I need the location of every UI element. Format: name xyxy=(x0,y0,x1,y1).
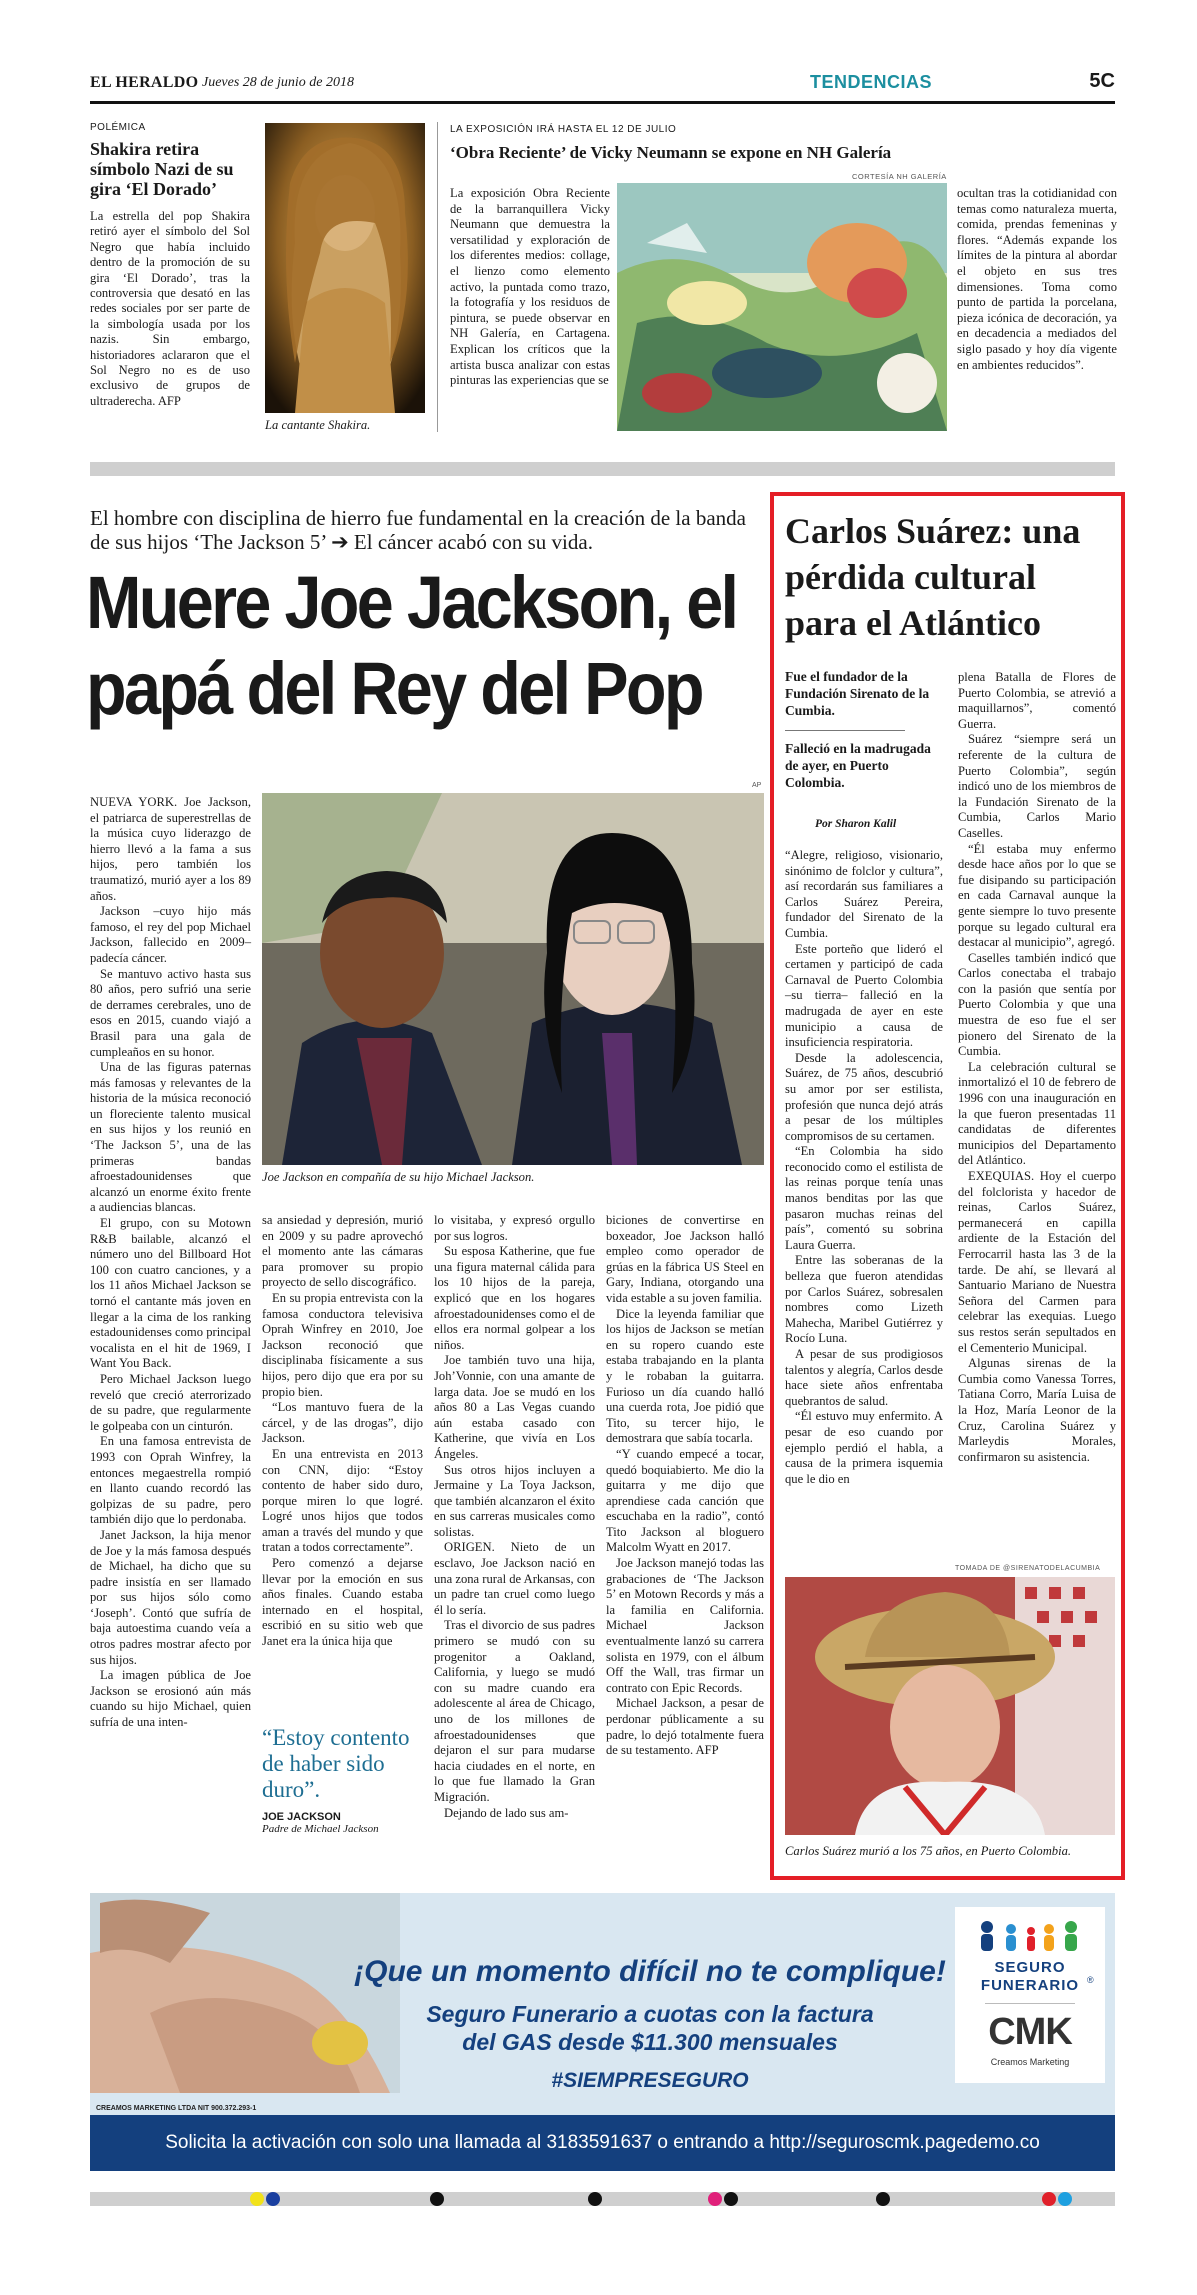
suarez-photo xyxy=(785,1577,1115,1835)
jackson-col3-p: Joe también tuvo una hija, Joh’Vonnie, con una amante de larga data. Joe se mudó en los años 80 a Las Vegas cuando aún estaba casado con Katherine, que vivía en Los Ángeles. xyxy=(434,1353,595,1461)
jackson-col2-p: “Los mantuvo fuera de la cárcel, y de las drogas”, dijo Jackson. xyxy=(262,1400,423,1446)
section-name: TENDENCIAS xyxy=(810,72,933,92)
suarez-col1-p: A pesar de sus prodigiosos talentos y alegría, Carlos desde hace siete años enfrentaba quebrantos de salud. xyxy=(785,1347,943,1408)
jackson-col1-p: Jackson –cuyo hijo más famoso, el rey del pop Michael Jackson, fallecido en 2009–padecía cáncer. xyxy=(90,904,251,965)
vicky-painting xyxy=(617,183,947,431)
suarez-photo-credit: TOMADA DE @SIRENATODELACUMBIA xyxy=(955,1565,1101,1572)
jackson-col1-p: En una famosa entrevista de 1993 con Oprah Winfrey, la entonces megaestrella rompió en llanto cuando recordó las golpizas de su padre, pero también dijo que lo perdonaba. xyxy=(90,1434,251,1527)
reg-dot xyxy=(266,2192,280,2206)
reg-dot xyxy=(250,2192,264,2206)
jackson-col4-p: “Y cuando empecé a tocar, quedó boquiabierto. Me dio la guitarra y me dijo que aprendiese cada canción que escuchaba en la radio”, contó Tito Jackson al bloguero Malcolm Wyatt en 2017. xyxy=(606,1446,764,1555)
vicky-kicker: LA EXPOSICIÓN IRÁ HASTA EL 12 DE JULIO xyxy=(450,124,677,135)
ad-legal: CREAMOS MARKETING LTDA NIT 900.372.293-1 xyxy=(96,2105,257,2112)
suarez-caption: Carlos Suárez murió a los 75 años, en Puerto Colombia. xyxy=(785,1844,1072,1858)
suarez-headline: Carlos Suárez: una pérdida cultural para el Atlántico xyxy=(785,511,1081,643)
shakira-title: Shakira retira símbolo Nazi de su gira ‘El Dorado’ xyxy=(90,139,234,199)
suarez-summary-rule xyxy=(785,730,905,731)
jackson-col2-p: Pero comenzó a dejarse llevar por la emoción en sus años finales. Cuando estaba internado en el hospital, escribió en su sitio web que Janet era la única hija que xyxy=(262,1556,423,1649)
reg-dot xyxy=(708,2192,722,2206)
jackson-col1-p: La imagen pública de Joe Jackson se erosionó aún más cuando su hijo Michael, quien sufría de una inten- xyxy=(90,1668,251,1730)
page-number: 5C xyxy=(1089,70,1115,92)
suarez-col2-p: La celebración cultural se inmortalizó el 10 de febrero de 1996 con una inauguración en la que fueron presentadas 11 candidatas de diferentes municipios del Departamento del Atlántico. xyxy=(958,1059,1116,1168)
vicky-credit: CORTESÍA NH GALERÍA xyxy=(852,172,947,181)
jackson-deck: El hombre con disciplina de hierro fue fundamental en la creación de la banda de sus hijos ‘The Jackson 5’ ➔ El cáncer acabó con su vida. xyxy=(90,506,746,554)
jackson-col3-p: lo visitaba, y expresó orgullo por sus logros. xyxy=(434,1213,595,1243)
suarez-byline: Por Sharon Kalil xyxy=(815,818,897,830)
jackson-col3-p: Dejando de lado sus am- xyxy=(444,1805,569,1820)
issue-date: Jueves 28 de junio de 2018 xyxy=(202,75,355,90)
jackson-col4 xyxy=(606,1213,764,1759)
jackson-col2-p: sa ansiedad y depresión, murió en 2009 y su padre aprovechó el momento ante las cámaras para promover su propio proyecto de sello discográfico. xyxy=(262,1213,423,1290)
vicky-col2: ocultan tras la cotidianidad con temas como naturaleza muerta, comida, prendas femeninas y flores. “Además expande los límites de la pintura al abordar el objeto en sus tres dimensiones. Toma como punto de partida la porcelana, pieza icónica de decoración, ya en decadencia a mediados del siglo pasado y hoy día vigente en ambientes reducidos”. xyxy=(957,186,1117,372)
ad-cmk-sub: Creamos Marketing xyxy=(990,2057,1070,2067)
ad-cmk: CMK xyxy=(988,2011,1072,2053)
jackson-photo-credit: AP xyxy=(752,782,762,789)
jackson-col1-p: Janet Jackson, la hija menor de Joe y la más famosa después de Michael, ha dicho que su padre insistía en ser llamado por sus hijos sólo como ‘Joseph’. Contó que sufría de baja autoestima cuando veía a otros padres mostrar afecto por sus hijos. xyxy=(90,1527,251,1667)
pull-quote-role: Padre de Michael Jackson xyxy=(262,1823,379,1835)
jackson-col2-p: En una entrevista en 2013 con CNN, dijo: “Estoy contento de haber sido duro, porque miren lo que logré. Logré unos hijos que todos aman a través del mundo y que tratan a todos correctamente”. xyxy=(262,1446,423,1555)
shakira-kicker: POLÉMICA xyxy=(90,122,146,133)
divider xyxy=(437,122,438,432)
reg-dot xyxy=(724,2192,738,2206)
jackson-headline: Muere Joe Jackson, el papá del Rey del Pop xyxy=(86,561,737,730)
color-bar xyxy=(90,2192,1115,2206)
reg-dot xyxy=(876,2192,890,2206)
jackson-col4-p: Joe Jackson manejó todas las grabaciones de ‘The Jackson 5’ en Motown Records y más a la familia en California. Michael Jackson eventualmente lanzó su carrera solista en 1979, con el álbum Off the Wall, tras firmar un contrato con Epic Records. xyxy=(606,1556,764,1695)
suarez-col2-p: “Él estaba muy enfermo desde hace años por lo que se fue disipando su participación en cada Carnaval aunque la gente siempre lo tuvo presente porque su legado cultural era destacar al municipio”, agregó. xyxy=(958,841,1116,950)
reg-dot xyxy=(430,2192,444,2206)
jackson-col4-p: Dice la leyenda familiar que los hijos de Jackson se metían en su ropero cuando este estaba trabajando en la planta y le robaban la guitarra. Furioso un día cuando halló una cuerda rota, Joe pidió que Tito, su tercer hijo, le demostrara que sabía tocarla. xyxy=(606,1306,764,1446)
suarez-col1-p: “En Colombia ha sido reconocido como el estilista de las reinas porque tenía unas manos benditas por las que pasaron muchas reinas del país”, comentó su sobrina Laura Guerra. xyxy=(785,1144,943,1252)
suarez-col1 xyxy=(785,848,943,1487)
vicky-title: ‘Obra Reciente’ de Vicky Neumann se expone en NH Galería xyxy=(450,143,892,162)
jackson-photo xyxy=(262,793,764,1165)
suarez-summary1: Fue el fundador de la Fundación Sirenato de la Cumbia. xyxy=(785,669,930,718)
suarez-col1-p: Este porteño que lideró el certamen y participó de cada Carnaval de Puerto Colombia –su tierra– falleció en la madrugada de ayer en este municipio a causa de insuficiencia respiratoria. xyxy=(785,941,943,1050)
pull-quote-author: JOE JACKSON xyxy=(262,1811,341,1823)
ad-banner xyxy=(90,1893,1115,2171)
section-rule xyxy=(90,462,1115,476)
family-icon xyxy=(969,1917,1089,1953)
shakira-photo xyxy=(265,123,425,413)
ad-brand1: SEGURO xyxy=(994,1959,1066,1976)
ad-logo-box xyxy=(955,1907,1105,2083)
jackson-col1-p: Se mantuvo activo hasta sus 80 años, pero sufrió una serie de derrames cerebrales, uno de esos en 2015, cuando viajó a Brasil para una gala de cumpleaños en su honor. xyxy=(90,966,251,1059)
paper-name: EL HERALDO xyxy=(90,74,199,91)
ad-footer: Solicita la activación con solo una llamada al 3183591637 o entrando a http://seguroscmk.pagedemo.co xyxy=(90,2115,1115,2171)
shakira-story xyxy=(90,122,250,409)
vicky-col1: La exposición Obra Reciente de la barranquillera Vicky Neumann que demuestra la versatilidad y exploración de los diferentes medios: collage, el lienzo como elemento activo, la puntada como trazo, la fotografía y los residuos de pintura, se puede observar en NH Galería, en Cartagena. Explican los críticos que la artista busca analizar con estas pinturas las experiencias que se xyxy=(450,186,610,388)
jackson-col3-p: Sus otros hijos incluyen a Jermaine y La Toya Jackson, que también alcanzaron el éxito en sus carreras musicales como solistas. xyxy=(434,1462,595,1539)
ad-line2: del GAS desde $11.300 mensuales xyxy=(462,2029,838,2055)
suarez-col2-p: EXEQUIAS. Hoy el cuerpo del folclorista y hacedor de reinas, Carlos Suárez, permanecerá en capilla ardiente de la Estación del Ferrocarril hasta las 3 de la tarde. De ahí, se llevará al Santuario Mariano de Nuestra Señora del Carmen para celebrar las exequias. Luego sus restos serán sepultados en el Cementerio Municipal. xyxy=(958,1169,1116,1355)
jackson-col3-p: Su esposa Katherine, que fue una figura maternal cálida para los 10 hijos de la pareja, explicó que en los hogares afroestadounidenses como el de ellos era normal golpear a los niños. xyxy=(434,1244,595,1352)
reg-dot xyxy=(1042,2192,1056,2206)
jackson-col3-p: ORIGEN. Nieto de un esclavo, Joe Jackson nació en una zona rural de Arkansas, con un padre tan cruel como luego él lo sería. xyxy=(434,1540,595,1617)
jackson-col4-p: biciones de convertirse en boxeador, Joe Jackson halló empleo como operador de grúas en la fábrica US Steel en Gary, Indiana, otorgando una vida estable a su joven familia. xyxy=(606,1213,764,1305)
jackson-caption: Joe Jackson en compañía de su hijo Michael Jackson. xyxy=(262,1170,535,1184)
suarez-col2 xyxy=(958,670,1116,1465)
jackson-col2 xyxy=(262,1213,423,1650)
suarez-col2-p: plena Batalla de Flores de Puerto Colombia, se atrevió a maquillarnos”, comentó Guerra. xyxy=(958,670,1116,731)
suarez-col2-p: Algunas sirenas de la Cumbia como Vanessa Torres, Tatiana Corro, María Luisa de la Hoz, María Leonor de la Cruz, Carolina Suárez y Marleydis Morales, confirmaron su asistencia. xyxy=(958,1356,1116,1464)
jackson-col1-p: Una de las figuras paternas más famosas y relevantes de la historia de la música reconoció un floreciente talento musical en sus hijos y los reunió en ‘The Jackson 5’, una de las primeras bandas afroestadounidenses que alcanzó un enorme éxito frente a audiencias blancas. xyxy=(90,1060,251,1215)
ad-logo-divider xyxy=(985,2003,1075,2004)
ad-hashtag: #SIEMPRESEGURO xyxy=(551,2069,749,2092)
pull-quote xyxy=(262,1725,423,1835)
suarez-summary2: Falleció en la madrugada de ayer, en Puerto Colombia. xyxy=(785,741,931,790)
shakira-caption: La cantante Shakira. xyxy=(265,418,371,432)
jackson-col1 xyxy=(90,795,251,1731)
suarez-col2-p: Suárez “siempre será un referente de la cultura de Puerto Colombia”, según indicó uno de los miembros de la Fundación Sirenato de la Cumbia, Carlos Mario Caselles. xyxy=(958,732,1116,840)
suarez-col1-p: Desde la adolescencia, Suárez, de 75 años, descubrió su amor por ser estilista, profesión que nunca dejó atrás a pesar de los múltiples compromisos de su certamen. xyxy=(785,1050,943,1143)
jackson-col1-p: Pero Michael Jackson luego reveló que creció aterrorizado de su padre, que regularmente le golpeaba con un cinturón. xyxy=(90,1371,251,1433)
pull-quote-text: “Estoy contento de haber sido duro”. xyxy=(262,1725,410,1802)
ad-brand2: FUNERARIO xyxy=(980,1977,1080,1994)
masthead xyxy=(90,70,1115,104)
suarez-col1-p: “Él estuvo muy enfermito. A pesar de eso cuando por ejemplo perdió el habla, a causa de la primera isquemia que le dio en xyxy=(785,1409,943,1486)
jackson-col4-p: Michael Jackson, a pesar de perdonar públicamente a su padre, lo dejó totalmente fuera de su testamento. AFP xyxy=(606,1696,764,1758)
reg-dot xyxy=(588,2192,602,2206)
ad-brand-mark: ® xyxy=(1087,1975,1094,1985)
jackson-col2-p: En su propia entrevista con la famosa conductora televisiva Oprah Winfrey en 2010, Joe Jackson reconoció que disciplinaba físicamente a sus hijos, pero dijo que era por su propio bien. xyxy=(262,1290,423,1399)
suarez-col1-p: “Alegre, religioso, visionario, sinónimo de folclor y cultura”, así recordarán sus familiares a Carlos Suárez Pereira, fundador del Sirenato de la Cumbia. xyxy=(785,848,943,940)
ad-photo-hands xyxy=(90,1893,400,2093)
suarez-col2-p: Caselles también indicó que Carlos conectaba el trabajo con la pasión que sentía por Puerto Colombia y que una muestra de eso fue el ser pionero del Sirenato de la Cumbia. xyxy=(958,950,1116,1059)
jackson-col1-p: NUEVA YORK. Joe Jackson, el patriarca de superestrellas de la música cuyo liderazgo de hierro llevó a la fama a sus hijos, pero también los traumatizó, murió ayer a los 89 años. xyxy=(90,795,251,903)
ad-headline: ¡Que un momento difícil no te complique! xyxy=(354,1955,946,1988)
jackson-col3-p: Tras el divorcio de sus padres primero se mudó con su progenitor a Oakland, California, y luego se mudó con su madre cuando era adolescente al área de Chicago, uno de los millones de afroestadounidenses que dejaron el sur para mudarse hacia ciudades en el norte, en lo que fue llamado la Gran Migración. xyxy=(434,1618,595,1804)
shakira-body: La estrella del pop Shakira retiró ayer el símbolo del Sol Negro que había incluido dentro de la promoción de su gira ‘El Dorado’, tras la controversia que desató en las redes sociales por ser parte de la simbología usada por los nazis. Sin embargo, historiadores aclararon que el Sol Negro no es de uso exclusivo de grupos de ultraderecha. AFP xyxy=(90,209,250,408)
suarez-col1-p: Entre las soberanas de la belleza que fueron atendidas por Carlos Suárez, sobresalen nombres como Lizeth Mahecha, Maribel Gutiérrez y Rocío Luna. xyxy=(785,1253,943,1346)
jackson-col3 xyxy=(434,1213,595,1821)
ad-line1: Seguro Funerario a cuotas con la factura xyxy=(426,2001,874,2027)
jackson-col1-p: El grupo, con su Motown R&B bailable, alcanzó el número uno del Billboard Hot 100 con cuatro canciones, y a los 11 años Michael Jackson se tornó el cantante más joven en llegar a la cima de los ranking estadounidenses como principal vocalista en el hit de 1969, I Want You Back. xyxy=(90,1216,251,1371)
reg-dot xyxy=(1058,2192,1072,2206)
